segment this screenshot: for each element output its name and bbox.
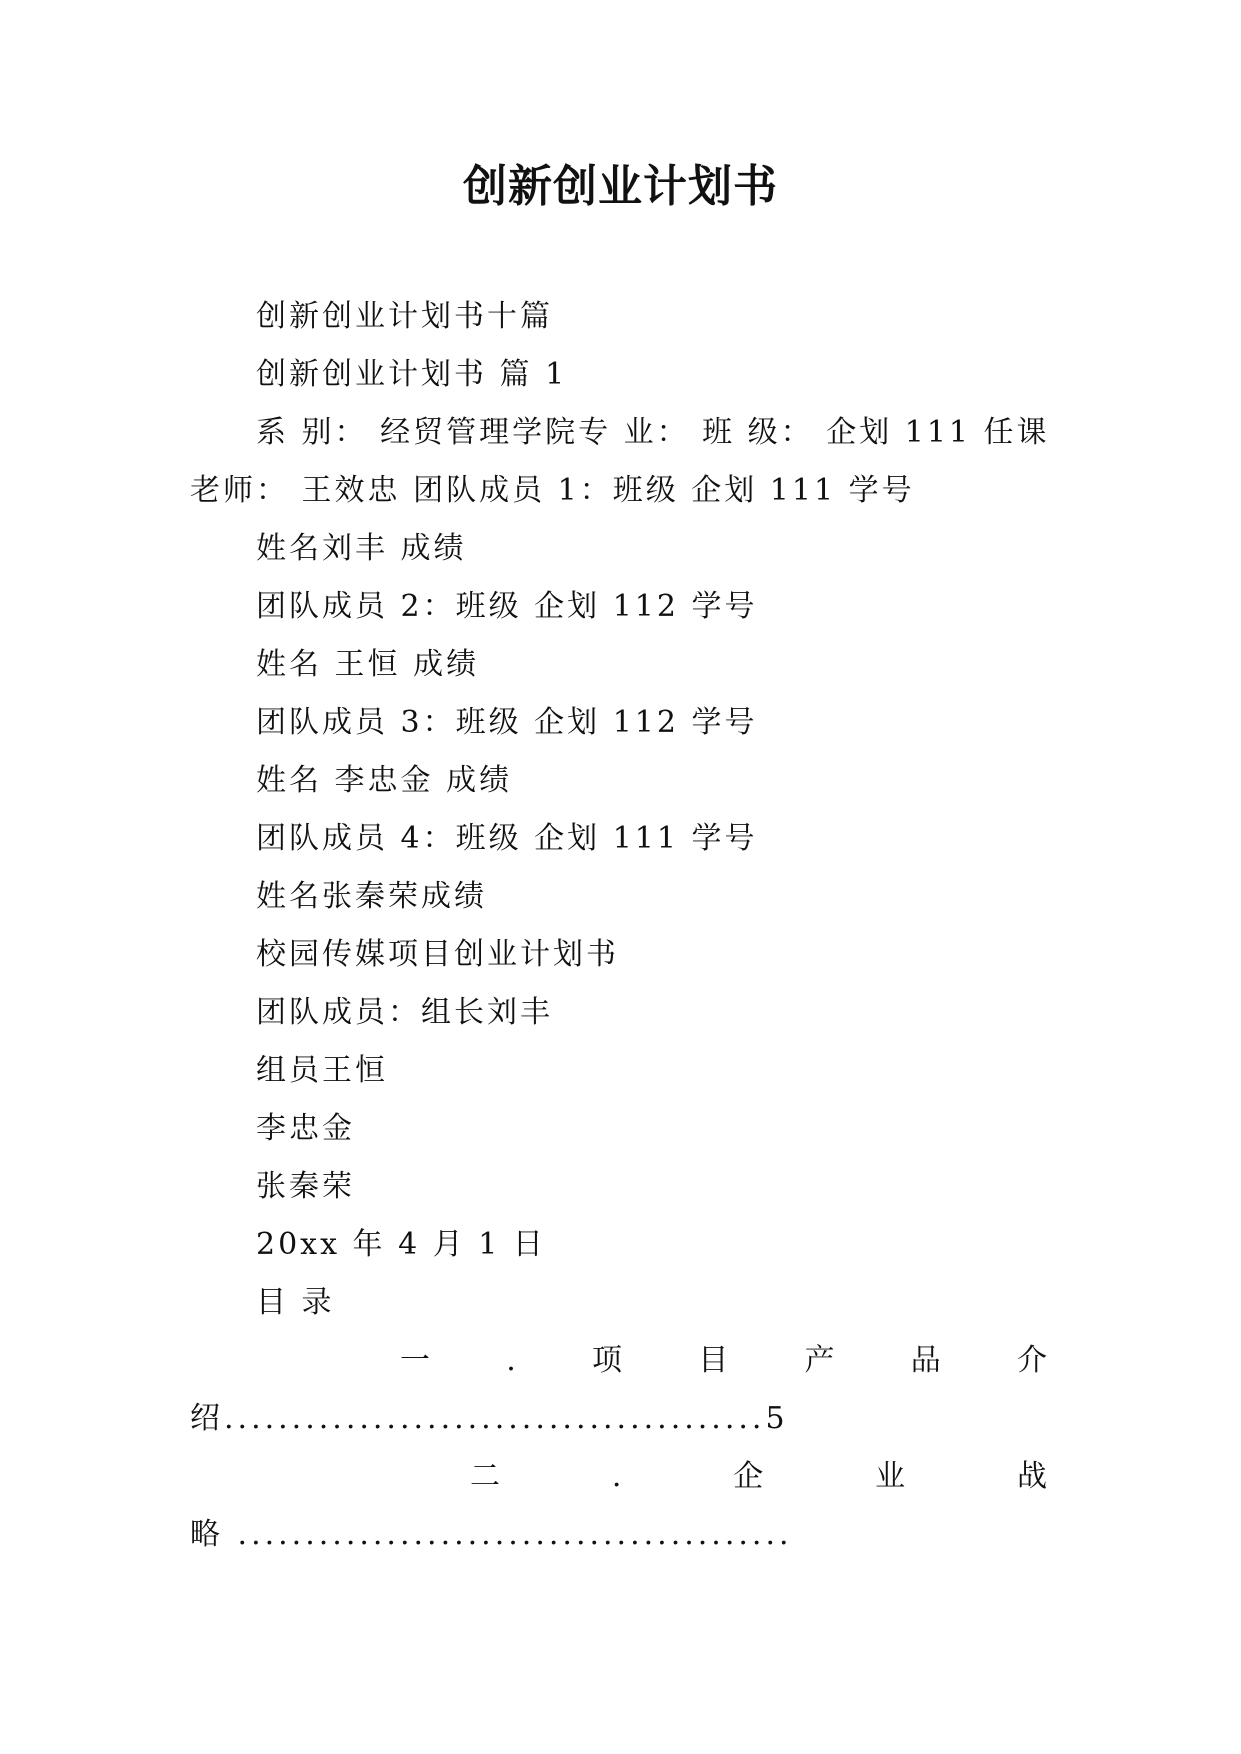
paragraph-line: 20xx 年 4 月 1 日 (256, 1227, 546, 1262)
toc-char: 项 (592, 1343, 626, 1378)
paragraph-line: 创新创业计划书十篇 (256, 299, 553, 334)
paragraph-line: 李忠金 (256, 1111, 355, 1146)
paragraph-line: 姓名张秦荣成绩 (256, 879, 487, 914)
toc-char: . (506, 1343, 519, 1378)
toc-char: 目 (698, 1343, 732, 1378)
document-body (190, 288, 1050, 1564)
toc-char: 品 (910, 1343, 944, 1378)
paragraph-line: 团队成员 2：班级 企划 112 学号 (256, 589, 758, 624)
paragraph-line: 姓名刘丰 成绩 (256, 531, 467, 566)
paragraph-line: 姓名 李忠金 成绩 (256, 763, 513, 798)
toc-item-1-heading (190, 1332, 1050, 1390)
paragraph-line: 组员王恒 (256, 1053, 388, 1088)
toc-item-2-heading (190, 1448, 1050, 1506)
paragraph-line: 创新创业计划书 篇 1 (256, 357, 568, 392)
paragraph-line: 校园传媒项目创业计划书 (256, 937, 619, 972)
document-title: 创新创业计划书 (463, 161, 778, 212)
paragraph-line: 团队成员：组长刘丰 (256, 995, 553, 1030)
toc-char: 介 (1016, 1343, 1050, 1378)
paragraph-line: 老师： 王效忠 团队成员 1：班级 企划 111 学号 (190, 473, 915, 508)
toc-char: 一 (400, 1343, 433, 1378)
toc-char: 产 (804, 1343, 838, 1378)
toc-char: 企 (733, 1459, 767, 1494)
toc-char: 业 (875, 1459, 909, 1494)
toc-char: 战 (1016, 1459, 1050, 1494)
paragraph-line: 系 别： 经贸管理学院专 业： 班 级： 企划 111 任课 (256, 415, 1050, 450)
toc-item-2-leader: 略 ......................................... (190, 1517, 793, 1552)
paragraph-line: 姓名 王恒 成绩 (256, 647, 480, 682)
paragraph-line: 团队成员 3：班级 企划 112 学号 (256, 705, 758, 740)
toc-heading: 目 录 (256, 1285, 335, 1320)
toc-char: . (611, 1459, 625, 1494)
paragraph-line: 张秦荣 (256, 1169, 355, 1204)
toc-item-1-leader: 绍........................................5 (190, 1401, 789, 1436)
paragraph-line: 团队成员 4：班级 企划 111 学号 (256, 821, 758, 856)
toc-char: 二 (470, 1459, 503, 1494)
